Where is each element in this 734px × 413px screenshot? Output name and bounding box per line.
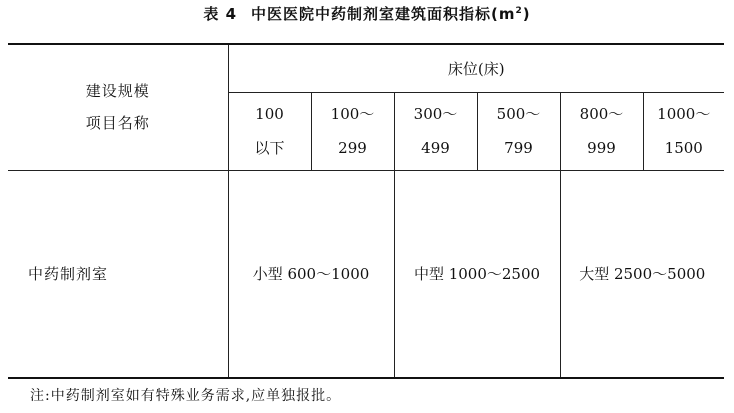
bed-range-1 bbox=[228, 92, 311, 170]
bed-range-2-top: 100～ bbox=[330, 105, 375, 123]
table-title bbox=[0, 3, 734, 24]
bed-range-6 bbox=[643, 92, 724, 170]
row-header-line-2: 项目名称 bbox=[85, 114, 150, 133]
bed-range-6-bottom: 1500 bbox=[664, 139, 703, 157]
table-note: 注:中药制剂室如有特殊业务需求,应单独报批。 bbox=[30, 388, 342, 404]
bed-range-5 bbox=[560, 92, 643, 170]
value-medium: 中型 1000～2500 bbox=[394, 170, 560, 378]
table-number: 表 4 bbox=[203, 5, 238, 23]
bed-range-2-bottom: 299 bbox=[338, 139, 367, 157]
beds-header: 床位(床) bbox=[228, 44, 724, 92]
bed-range-3-bottom: 499 bbox=[421, 139, 450, 157]
bed-range-1-top: 100 bbox=[255, 105, 284, 123]
bed-range-4-top: 500～ bbox=[496, 105, 541, 123]
bed-range-5-top: 800～ bbox=[579, 105, 624, 123]
row-header-line-1: 建设规模 bbox=[85, 82, 150, 101]
value-small: 小型 600～1000 bbox=[228, 170, 394, 378]
row-header-cell bbox=[8, 44, 228, 170]
unit-superscript: 2 bbox=[515, 6, 523, 16]
bed-range-6-top: 1000～ bbox=[657, 105, 711, 123]
row-label: 中药制剂室 bbox=[8, 170, 228, 378]
bed-range-3-top: 300～ bbox=[413, 105, 458, 123]
area-indicator-table bbox=[8, 43, 724, 379]
table-title-text: 中医医院中药制剂室建筑面积指标(m bbox=[251, 5, 516, 23]
title-close-paren: ) bbox=[522, 5, 531, 23]
bed-range-4-bottom: 799 bbox=[504, 139, 533, 157]
bed-range-5-bottom: 999 bbox=[587, 139, 616, 157]
bed-range-3 bbox=[394, 92, 477, 170]
bed-range-4 bbox=[477, 92, 560, 170]
bed-range-1-bottom: 以下 bbox=[254, 139, 285, 157]
value-large: 大型 2500～5000 bbox=[560, 170, 724, 378]
bed-range-2 bbox=[311, 92, 394, 170]
